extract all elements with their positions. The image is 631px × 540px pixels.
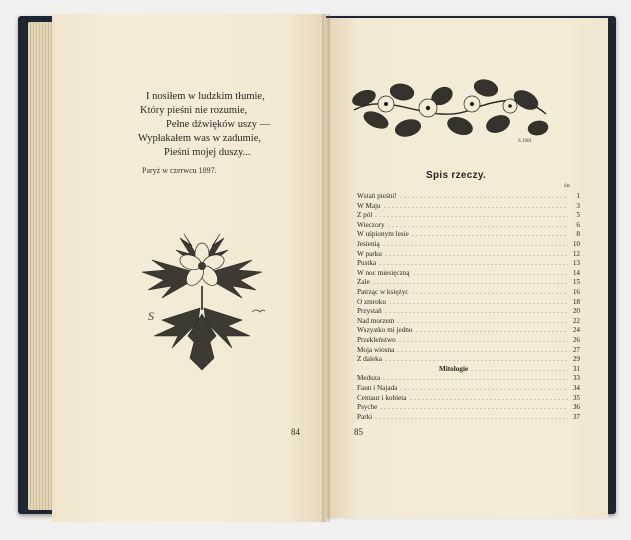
toc-entry-title: Żale [357, 278, 370, 287]
toc-entry-title: Przystań [357, 307, 382, 316]
floral-header-illustration [350, 70, 550, 144]
toc-entry-title: Patrząc w księżyc [357, 288, 409, 296]
toc-entry-page: 37 [572, 412, 580, 421]
toc-leader-dots [384, 355, 568, 361]
toc-entry-page: 6 [576, 220, 580, 229]
toc-entry [357, 413, 580, 422]
toc-entry-page: 20 [572, 307, 580, 316]
toc-leader-dots [384, 250, 568, 256]
toc-entry-page: 24 [572, 326, 580, 335]
toc-entry [357, 374, 580, 383]
toc-entry-title: Przekleństwo [357, 336, 396, 344]
toc-entry-page: 13 [572, 259, 580, 268]
toc-entry-page: 12 [572, 249, 580, 258]
toc-entry-title: Pustka [357, 259, 377, 268]
toc-entry-title: Parki [357, 412, 373, 421]
toc-leader-dots [374, 211, 568, 217]
toc-leader-dots [384, 307, 568, 313]
toc-entry-page: 33 [572, 374, 580, 383]
toc-entry-title: W uśpionym lesie [357, 230, 409, 239]
toc-entry-title: Psyche [357, 403, 378, 412]
toc-entry-title: W parku [357, 249, 382, 258]
toc-entry-page: 16 [572, 288, 580, 296]
toc-leader-dots [399, 384, 568, 390]
toc-entry-title: Centaur i kobieta [357, 393, 407, 402]
toc-leader-dots [372, 278, 568, 284]
toc-leader-dots [382, 240, 568, 246]
toc-entry-title: Wieczory [357, 220, 385, 229]
toc-entry [357, 288, 580, 297]
toc-leader-dots [382, 374, 568, 380]
toc-section [357, 365, 580, 374]
toc-entry [357, 211, 580, 220]
toc-entry-page: 34 [572, 384, 580, 392]
toc-entry [357, 250, 580, 259]
toc-entry [357, 355, 580, 364]
toc-entry [357, 230, 580, 239]
toc-entry-title: W noc miesięczną [357, 268, 410, 277]
toc-entry-title: Nad morzem [357, 316, 395, 325]
page-number-right: 85 [354, 427, 363, 437]
toc-entry-title: Moja wiosna [357, 345, 395, 354]
toc-entry [357, 269, 580, 278]
toc-entry [357, 317, 580, 326]
toc-entry-page: 22 [572, 316, 580, 325]
toc-leader-dots [396, 346, 568, 352]
toc-entry-page: 27 [572, 345, 580, 354]
toc-entry-page: 14 [572, 268, 580, 277]
toc-entry [357, 403, 580, 412]
toc-leader-dots [388, 298, 568, 304]
toc-leader-dots [412, 269, 568, 275]
book-gutter [322, 14, 330, 522]
toc-entry-title: Wszystko mi jedno [357, 326, 413, 335]
toc-entry-page: 3 [576, 201, 580, 210]
toc-entry [357, 259, 580, 268]
toc-entry [357, 298, 580, 307]
dateline: Paryż w czerwcu 1897. [142, 166, 217, 175]
toc-entry [357, 336, 580, 345]
toc-entry-title: Meduza [357, 374, 381, 383]
poem-line: Pieśni mojej duszy... [164, 147, 251, 158]
toc-leader-dots [387, 221, 568, 227]
toc-entry [357, 202, 580, 211]
toc-entry-title: Z daleka [357, 355, 382, 364]
poem-line: Wypłakałem was w zadumie, [138, 133, 261, 144]
poem-line: Który pieśni nie rozumie, [140, 105, 248, 116]
toc-leader-dots [399, 192, 568, 198]
toc-entry [357, 307, 580, 316]
poem-stanza [52, 90, 326, 160]
toc-entry-page: 5 [576, 211, 580, 220]
toc-entry-title: O zmroku [357, 297, 386, 306]
toc-entry-page: 29 [572, 355, 580, 364]
toc-entry [357, 240, 580, 249]
toc-entry-page: 18 [572, 297, 580, 306]
toc-entry-page: 26 [572, 336, 580, 344]
toc-leader-dots [383, 202, 568, 208]
toc-entry-page: 8 [576, 230, 580, 239]
toc-entry-title: W Maju [357, 201, 381, 210]
header-signature: S.1901 [518, 139, 533, 144]
toc-entry-title: Jesienią [357, 240, 380, 248]
toc-entry-page: 15 [572, 278, 580, 287]
toc-entry-page: 36 [572, 403, 580, 412]
toc-leader-dots [411, 288, 569, 294]
toc-column-label: Str. [564, 184, 571, 189]
toc-section-page: 31 [572, 364, 580, 373]
toc-entry-page: 10 [572, 240, 580, 248]
toc-entry [357, 278, 580, 287]
toc-entry [357, 221, 580, 230]
toc-title: Spis rzeczy. [426, 170, 487, 181]
toc-entry-title: Faun i Najada [357, 384, 398, 392]
toc-entry-page: 35 [572, 393, 580, 402]
toc-entry [357, 192, 580, 201]
page-number-left: 84 [291, 427, 300, 437]
toc-leader-dots [411, 230, 568, 236]
toc-leader-dots [379, 403, 568, 409]
poem-line: I nosiłem w ludzkim tłumie, [146, 91, 265, 102]
toc-entry [357, 346, 580, 355]
toc-entry-title: Z pól [357, 211, 373, 220]
poem-line: Pełne dźwięków uszy — [166, 119, 271, 130]
toc-leader-dots [415, 326, 569, 332]
toc-entry [357, 326, 580, 335]
toc-entry-title: Wstań pieśni! [357, 192, 397, 200]
flower-vignette-illustration [132, 224, 272, 374]
toc-leader-dots [398, 336, 568, 342]
toc-entry [357, 394, 580, 403]
toc-leader-dots [396, 317, 568, 323]
toc-leader-dots [409, 394, 569, 400]
toc-leader-dots [374, 413, 568, 419]
toc-entry [357, 384, 580, 393]
toc-leader-dots [378, 259, 568, 265]
vignette-initial: S [148, 309, 154, 323]
toc-entry-page: 1 [576, 192, 580, 200]
left-page [52, 14, 326, 522]
toc-leader-dots [470, 365, 568, 371]
toc-section-title: Mitologie [439, 364, 469, 373]
